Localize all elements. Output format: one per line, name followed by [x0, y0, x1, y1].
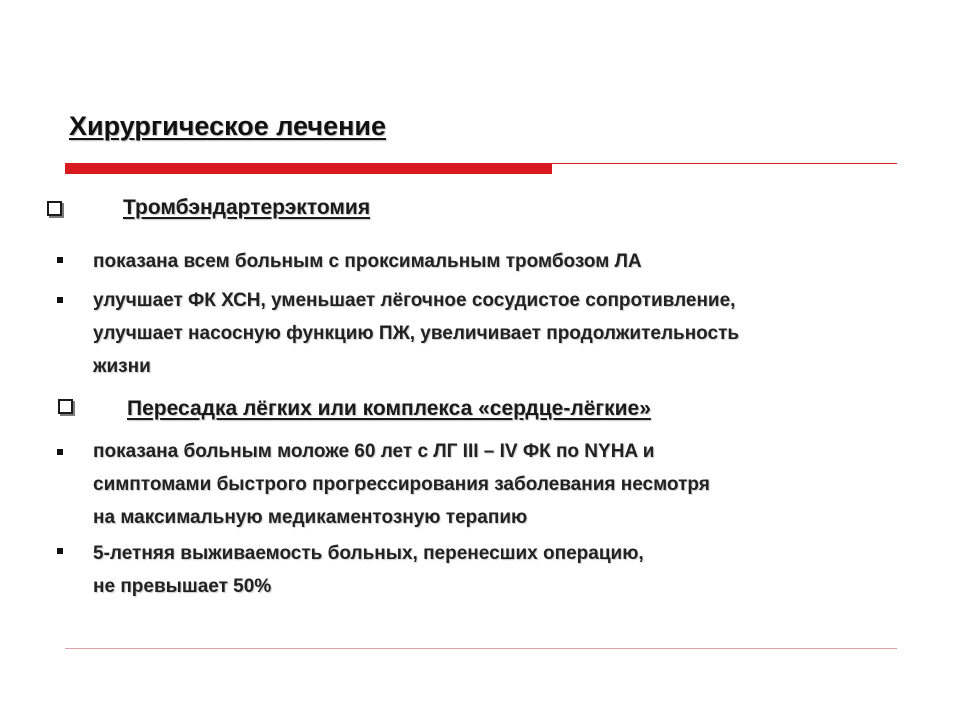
bullet-line: улучшает ФК ХСН, уменьшает лёгочное сосудистое сопротивление,: [93, 290, 736, 311]
bullet-item: [93, 435, 710, 534]
square-bullet-icon: [57, 297, 63, 303]
bullet-line: симптомами быстрого прогрессирования заболевания несмотря: [93, 474, 710, 495]
bullet-line: жизни: [93, 356, 151, 377]
bullet-line: не превышает 50%: [93, 576, 272, 597]
bullet-line: 5-летняя выживаемость больных, перенесших операцию,: [93, 543, 644, 564]
section-heading-lung-transplant: Пересадка лёгких или комплекса «сердце-лёгкие»: [127, 397, 651, 420]
checkbox-icon: [58, 399, 73, 414]
checkbox-icon: [47, 201, 62, 216]
title-accent-bar: [65, 163, 552, 174]
bullet-line: улучшает насосную функцию ПЖ, увеличивает продолжительность: [93, 323, 740, 344]
bullet-line: показана всем больным с проксимальным тромбозом ЛА: [93, 251, 642, 272]
section-heading-thrombendarterectomy: Тромбэндартерэктомия: [123, 196, 371, 219]
bullet-item: [93, 284, 739, 383]
bullet-item: [93, 537, 644, 603]
square-bullet-icon: [57, 449, 63, 455]
square-bullet-icon: [57, 548, 63, 554]
bullet-line: на максимальную медикаментозную терапию: [93, 507, 528, 528]
title-accent-line: [552, 163, 897, 164]
bullet-line: показана больным моложе 60 лет с ЛГ III – IV ФК по NYHA и: [93, 441, 655, 462]
footer-divider: [65, 648, 897, 649]
bullet-item: [93, 245, 642, 278]
slide-title: Хирургическое лечение: [69, 111, 387, 141]
square-bullet-icon: [57, 257, 63, 263]
